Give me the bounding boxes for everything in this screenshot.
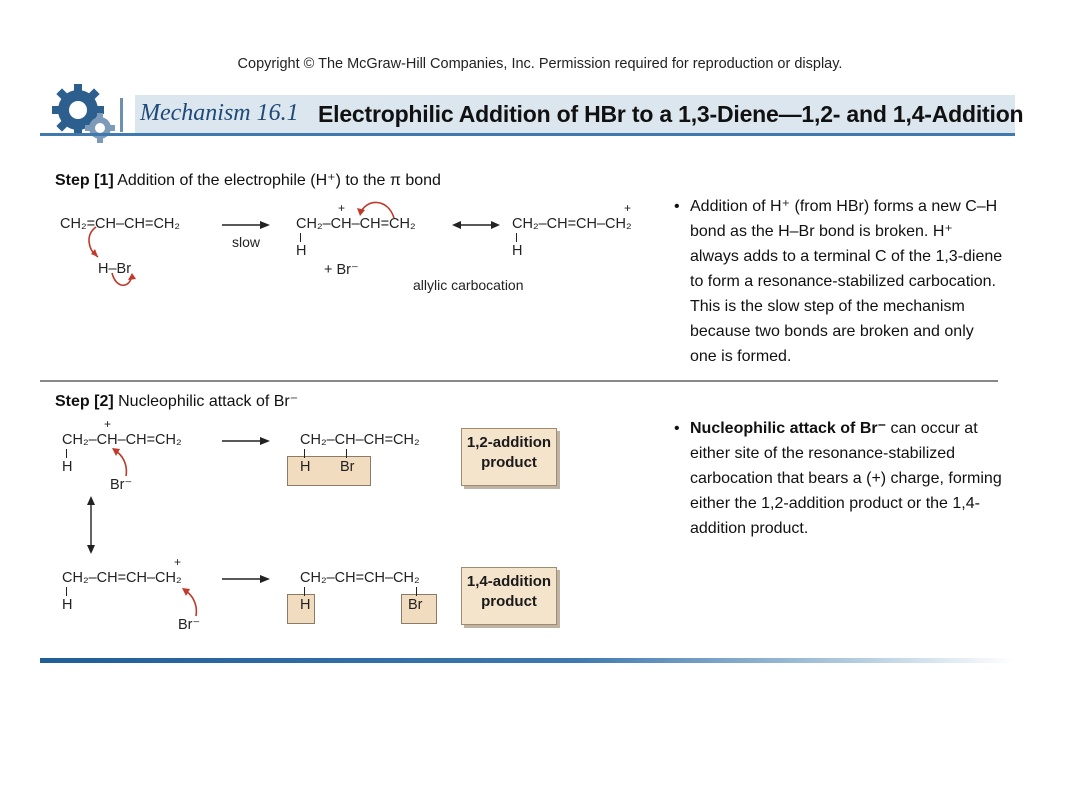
product-12: CH₂–CH–CH=CH₂ — [300, 432, 420, 448]
cation-a-charge: + — [338, 201, 346, 215]
copyright-notice: Copyright © The McGraw-Hill Companies, Inc. Permission required for reproduction or display. — [237, 56, 843, 72]
attack-arrow-bottom — [174, 584, 204, 620]
cation-b-charge: + — [624, 201, 632, 215]
step2-title: Nucleophilic attack of Br⁻ — [118, 393, 299, 410]
pi-shift-arrow — [352, 196, 406, 222]
allylic-cation-b: CH₂–CH=CH–CH₂ — [512, 216, 632, 232]
allylic-carbocation-label: allylic carbocation — [413, 277, 524, 293]
step1-title: Addition of the electrophile (H⁺) to the π bond — [117, 172, 441, 189]
reaction-arrow-14 — [222, 572, 272, 586]
step2-bullet-rest: can occur at either site of the resonance-stabilized carbocation that bears a (+) charge, forming either the 1,2-addition product or the 1,4-addition product. — [690, 420, 1002, 537]
cation-bottom-h: H — [62, 597, 73, 613]
bond-line — [304, 449, 305, 458]
bromide-bottom: Br⁻ — [178, 617, 201, 633]
bond-line — [416, 587, 417, 596]
slow-label: slow — [232, 234, 261, 250]
step1-bullet-text: Addition of H⁺ (from HBr) forms a new C–H bond as the H–Br bond is broken. H⁺ always adds to a terminal C of the 1,3-diene to form a resonance-stabilized carbocation. This is the slow step of the mechanism because two bonds are broken and only one is formed. — [690, 198, 1003, 365]
label-14-addition: 1,4-addition product — [461, 567, 557, 625]
cation-b-h: H — [512, 243, 523, 259]
bromide-top: Br⁻ — [110, 477, 133, 493]
slow-arrow — [222, 218, 272, 232]
product12-h: H — [300, 459, 311, 475]
cation-top-charge: + — [104, 417, 112, 431]
bond-line — [66, 449, 67, 458]
step1-heading — [55, 170, 441, 190]
label-12-addition: 1,2-addition product — [461, 428, 557, 486]
step1-label: Step [1] — [55, 172, 114, 189]
bond-line — [300, 233, 301, 242]
bullet-dot: • — [674, 198, 680, 215]
step2-label: Step [2] — [55, 393, 114, 410]
step2-bullet-bold: Nucleophilic attack of Br⁻ — [690, 420, 887, 437]
cation-bottom: CH₂–CH=CH–CH₂ — [62, 570, 182, 586]
title-underline — [40, 133, 1015, 136]
bond-line — [66, 587, 67, 596]
step2-heading — [55, 391, 298, 411]
bullet-dot: • — [674, 420, 680, 437]
resonance-arrow — [452, 218, 500, 232]
mechanism-title: Electrophilic Addition of HBr to a 1,3-Diene—1,2- and 1,4-Addition — [318, 101, 1024, 127]
attack-arrow-top — [104, 444, 134, 480]
product12-br: Br — [340, 459, 355, 475]
title-separator — [120, 98, 123, 132]
step-divider — [40, 380, 998, 382]
product14-br: Br — [408, 597, 423, 613]
cation-a-h: H — [296, 243, 307, 259]
allylic-cation-a: CH₂–CH–CH=CH₂ — [296, 216, 416, 232]
product-14: CH₂–CH=CH–CH₂ — [300, 570, 420, 586]
product14-h: H — [300, 597, 311, 613]
reaction-arrow-12 — [222, 434, 272, 448]
mechanism-label: Mechanism 16.1 — [140, 100, 299, 126]
cation-bottom-charge: + — [174, 555, 182, 569]
resonance-arrow-vertical — [84, 496, 98, 554]
bond-line — [304, 587, 305, 596]
cation-top-h: H — [62, 459, 73, 475]
step1-explanation — [674, 194, 1004, 369]
hbr: H–Br — [98, 261, 132, 277]
bottom-rule — [40, 658, 1015, 663]
cation-top: CH₂–CH–CH=CH₂ — [62, 432, 182, 448]
bond-line — [346, 449, 347, 458]
step2-explanation — [674, 416, 1004, 541]
bond-line — [516, 233, 517, 242]
diene: CH₂=CH–CH=CH₂ — [60, 216, 181, 232]
bromide-ion: + Br⁻ — [324, 262, 359, 278]
step2-bullet-text — [690, 416, 1004, 541]
step1-curved-arrows — [60, 205, 150, 295]
